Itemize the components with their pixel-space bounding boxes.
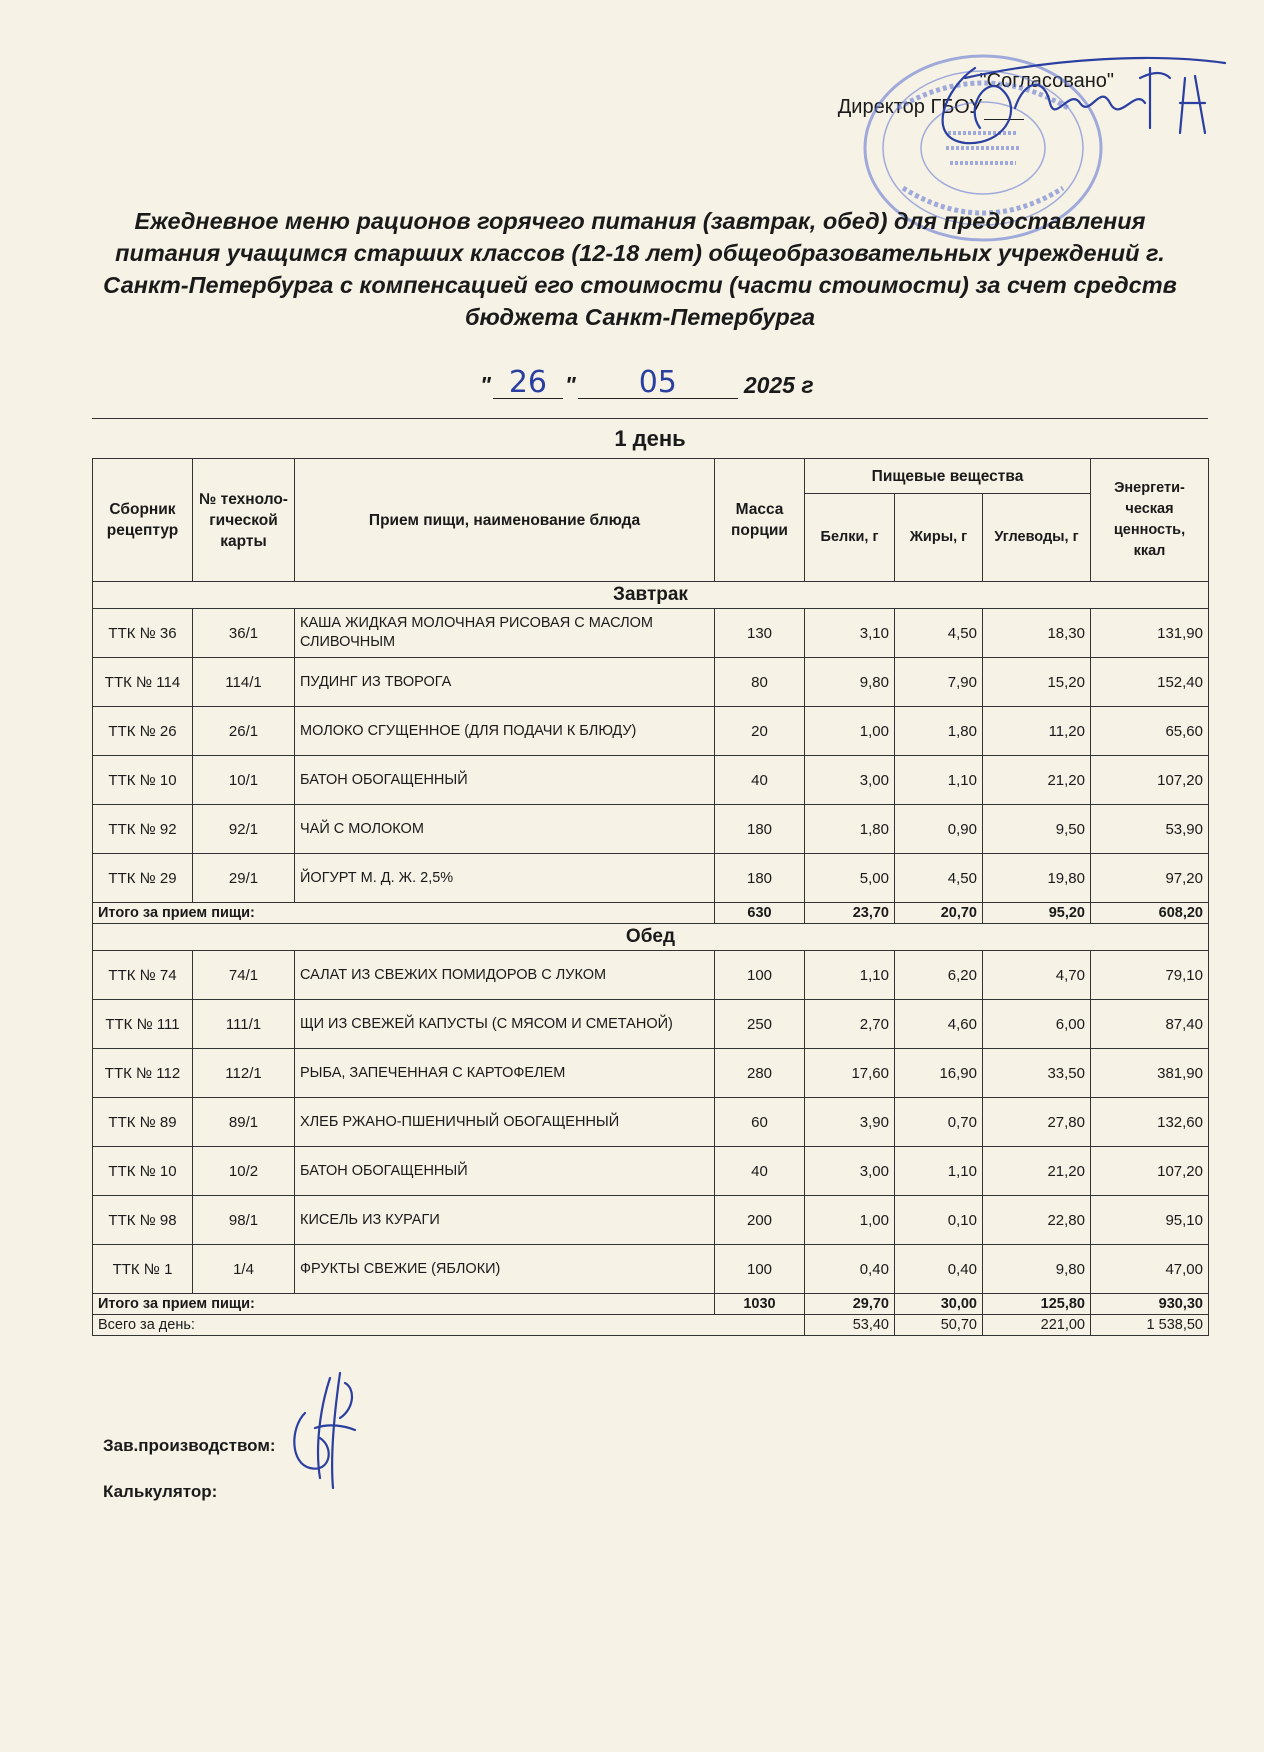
document-title: Ежедневное меню рационов горячего питания (завтрак, обед) для предоставления питания учащимся старших классов (12-18 лет) общеобразовательных учреждений г. Санкт-Петербурга с компенсацией его стоимости (части стоимости) за счет средств бюджета Санкт-Петербурга xyxy=(103,208,1177,330)
production-head-signature xyxy=(285,1368,365,1493)
table-row: ТТК № 26 26/1 МОЛОКО СГУЩЕННОЕ (ДЛЯ ПОДАЧИ К БЛЮДУ) 20 1,00 1,80 11,20 65,60 xyxy=(93,707,1209,756)
date-day: 26 xyxy=(493,368,563,399)
date-year: 2025 г xyxy=(743,372,814,398)
table-row: ТТК № 10 10/1 БАТОН ОБОГАЩЕННЫЙ 40 3,00 1,10 21,20 107,20 xyxy=(93,756,1209,805)
divider xyxy=(92,418,1208,419)
table-row: ТТК № 111 111/1 ЩИ ИЗ СВЕЖЕЙ КАПУСТЫ (С МЯСОМ И СМЕТАНОЙ) 250 2,70 4,60 6,00 87,40 xyxy=(93,1000,1209,1049)
section-lunch: Обед xyxy=(93,924,1209,951)
menu-table xyxy=(92,458,1209,1336)
table-row: ТТК № 89 89/1 ХЛЕБ РЖАНО-ПШЕНИЧНЫЙ ОБОГАЩЕННЫЙ 60 3,90 0,70 27,80 132,60 xyxy=(93,1098,1209,1147)
table-row: ТТК № 98 98/1 КИСЕЛЬ ИЗ КУРАГИ 200 1,00 0,10 22,80 95,10 xyxy=(93,1196,1209,1245)
header-energy: Энергети- ческая ценность, ккал xyxy=(1091,459,1209,582)
table-row: ТТК № 1 1/4 ФРУКТЫ СВЕЖИЕ (ЯБЛОКИ) 100 0,40 0,40 9,80 47,00 xyxy=(93,1245,1209,1294)
header-fat: Жиры, г xyxy=(895,494,983,582)
day-label: 1 день xyxy=(614,426,686,451)
header-tech-card: № техноло- гической карты xyxy=(193,459,295,582)
table-row: ТТК № 10 10/2 БАТОН ОБОГАЩЕННЫЙ 40 3,00 1,10 21,20 107,20 xyxy=(93,1147,1209,1196)
header-carbs: Углеводы, г xyxy=(983,494,1091,582)
table-row: ТТК № 92 92/1 ЧАЙ С МОЛОКОМ 180 1,80 0,90 9,50 53,90 xyxy=(93,805,1209,854)
table-row: ТТК № 74 74/1 САЛАТ ИЗ СВЕЖИХ ПОМИДОРОВ С ЛУКОМ 100 1,10 6,20 4,70 79,10 xyxy=(93,951,1209,1000)
header-meal-name: Прием пищи, наименование блюда xyxy=(295,459,715,582)
date-line: " 26 " 05 2025 г xyxy=(480,365,814,400)
section-breakfast: Завтрак xyxy=(93,582,1209,609)
header-collection: Сборник рецептур xyxy=(93,459,193,582)
director-signature xyxy=(905,48,1235,158)
production-head-label: Зав.производством: xyxy=(103,1436,276,1455)
header-nutrients: Пищевые вещества xyxy=(805,459,1091,494)
lunch-total-row: Итого за прием пищи: 1030 29,70 30,00 125,80 930,30 xyxy=(93,1294,1209,1315)
table-row: ТТК № 29 29/1 ЙОГУРТ М. Д. Ж. 2,5% 180 5,00 4,50 19,80 97,20 xyxy=(93,854,1209,903)
day-total-row: Всего за день: 53,40 50,70 221,00 1 538,50 xyxy=(93,1315,1209,1336)
table-row: ТТК № 114 114/1 ПУДИНГ ИЗ ТВОРОГА 80 9,80 7,90 15,20 152,40 xyxy=(93,658,1209,707)
date-month: 05 xyxy=(578,368,738,399)
header-mass: Масса порции xyxy=(715,459,805,582)
table-row: ТТК № 36 36/1 КАША ЖИДКАЯ МОЛОЧНАЯ РИСОВАЯ С МАСЛОМ СЛИВОЧНЫМ 130 3,10 4,50 18,30 131,90 xyxy=(93,609,1209,658)
approval-title: "Согласовано" xyxy=(979,70,1114,92)
director-label: Директор ГБОУ xyxy=(837,96,982,118)
calculator-label: Калькулятор: xyxy=(103,1482,218,1501)
table-row: ТТК № 112 112/1 РЫБА, ЗАПЕЧЕННАЯ С КАРТОФЕЛЕМ 280 17,60 16,90 33,50 381,90 xyxy=(93,1049,1209,1098)
breakfast-total-row: Итого за прием пищи: 630 23,70 20,70 95,20 608,20 xyxy=(93,903,1209,924)
header-protein: Белки, г xyxy=(805,494,895,582)
